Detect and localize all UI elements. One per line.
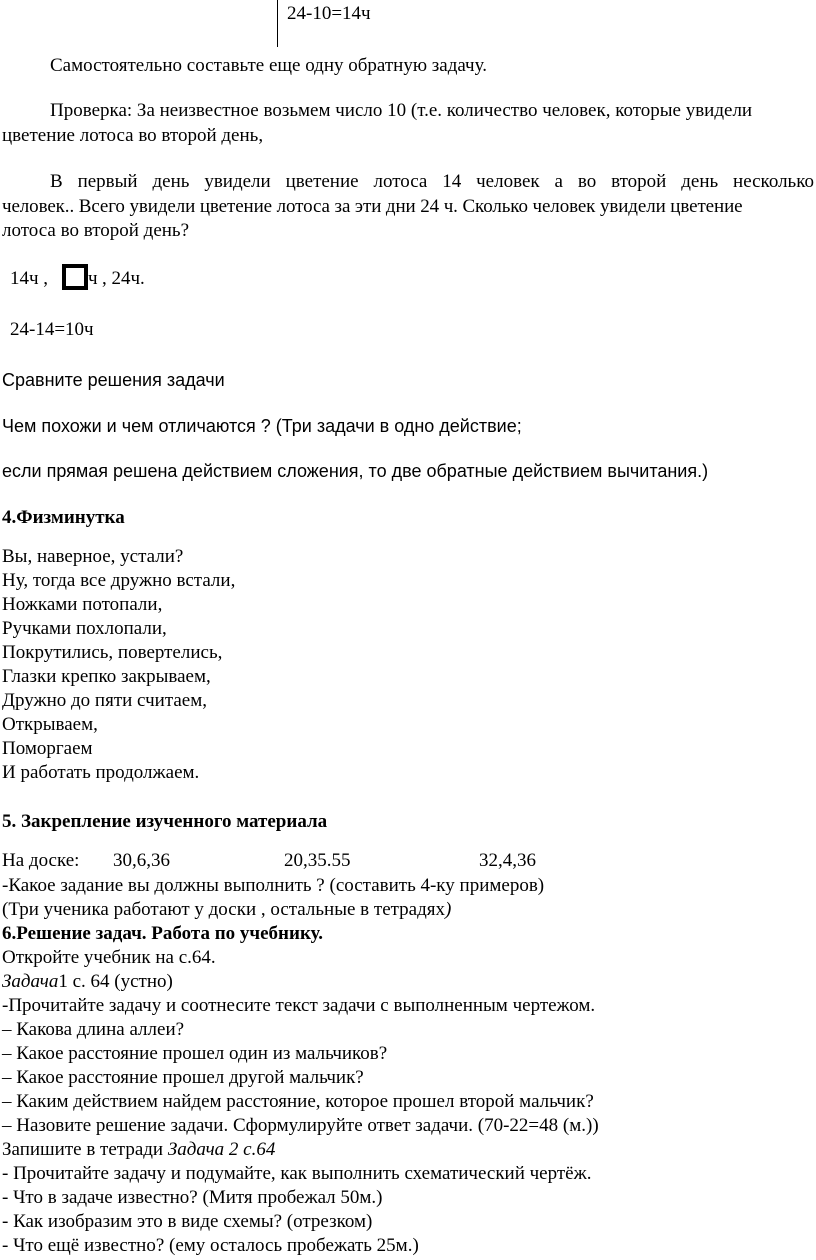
section5-heading: 5. Закрепление изученного материала xyxy=(2,811,328,832)
board-value: 20,35.55 xyxy=(284,850,351,871)
problem-line-2: человек.. Всего увидели цветение лотоса за эти дни 24 ч. Сколько человек увидели цветение xyxy=(2,196,743,217)
section5-line-1: -Какое задание вы должны выполнить ? (составить 4-ку примеров) xyxy=(2,875,545,896)
problem-line-1: В первый день увидели цветение лотоса 14 человек а во второй день несколько xyxy=(50,171,814,192)
compare-question: Чем похожи и чем отличаются ? (Три задачи в одно действие; xyxy=(2,416,522,436)
scheme-left: 14ч , xyxy=(10,268,49,289)
board-value: 30,6,36 xyxy=(113,850,170,871)
check-line-2: цветение лотоса во второй день, xyxy=(2,125,264,146)
poem-line: Ножками потопали, xyxy=(2,594,163,615)
task1-line: Задача1 с. 64 (устно) xyxy=(2,971,173,992)
check-line-1: Проверка: За неизвестное возьмем число 10 (т.е. количество человек, которые увидели xyxy=(50,100,753,121)
board-label: На доске: xyxy=(2,850,80,871)
task1-question: – Какова длина аллеи? xyxy=(2,1019,185,1040)
task-prompt: Самостоятельно составьте еще одну обратную задачу. xyxy=(50,55,487,76)
task1-question: – Каким действием найдем расстояние, которое прошел второй мальчик? xyxy=(2,1091,594,1112)
table-border-line xyxy=(277,0,278,47)
task2-question: - Как изобразим это в виде схемы? (отрезком) xyxy=(2,1211,373,1232)
section4-heading: 4.Физминутка xyxy=(2,507,125,528)
unknown-box xyxy=(62,264,88,290)
compare-answer: если прямая решена действием сложения, то две обратные действием вычитания.) xyxy=(2,461,709,481)
poem-line: И работать продолжаем. xyxy=(2,762,200,783)
scheme-hidden: ч xyxy=(88,268,98,289)
problem-line-3: лотоса во второй день? xyxy=(2,220,190,241)
poem-line: Поморгаем xyxy=(2,738,93,759)
section5-line-2: (Три ученика работают у доски , остальные в тетрадях) xyxy=(2,899,452,920)
poem-line: Ручками похлопали, xyxy=(2,618,167,639)
board-value: 32,4,36 xyxy=(479,850,536,871)
task2-question: - Что в задаче известно? (Митя пробежал 50м.) xyxy=(2,1187,383,1208)
poem-line: Покрутились, повертелись, xyxy=(2,642,223,663)
poem-line: Открываем, xyxy=(2,714,98,735)
task1-question: – Назовите решение задачи. Сформулируйте ответ задачи. (70-22=48 (м.)) xyxy=(2,1115,599,1136)
task2-question: - Прочитайте задачу и подумайте, как выполнить схематический чертёж. xyxy=(2,1163,592,1184)
task1-question: – Какое расстояние прошел один из мальчиков? xyxy=(2,1043,388,1064)
task2-question: - Что ещё известно? (ему осталось пробежать 25м.) xyxy=(2,1235,419,1256)
poem-line: Дружно до пяти считаем, xyxy=(2,690,208,711)
poem-line: Ну, тогда все дружно встали, xyxy=(2,570,236,591)
top-equation: 24-10=14ч xyxy=(287,3,371,24)
task1-question: -Прочитайте задачу и соотнесите текст задачи с выполненным чертежом. xyxy=(2,995,596,1016)
open-book-line: Откройте учебник на с.64. xyxy=(2,947,216,968)
scheme-right: , 24ч. xyxy=(102,268,145,289)
poem-line: Вы, наверное, устали? xyxy=(2,546,184,567)
task1-question: – Какое расстояние прошел другой мальчик? xyxy=(2,1067,364,1088)
section6-heading: 6.Решение задач. Работа по учебнику. xyxy=(2,923,323,944)
poem-line: Глазки крепко закрываем, xyxy=(2,666,211,687)
task2-line: Запишите в тетради Задача 2 с.64 xyxy=(2,1139,276,1160)
solution-equation: 24-14=10ч xyxy=(10,319,94,340)
compare-title: Сравните решения задачи xyxy=(2,370,225,390)
